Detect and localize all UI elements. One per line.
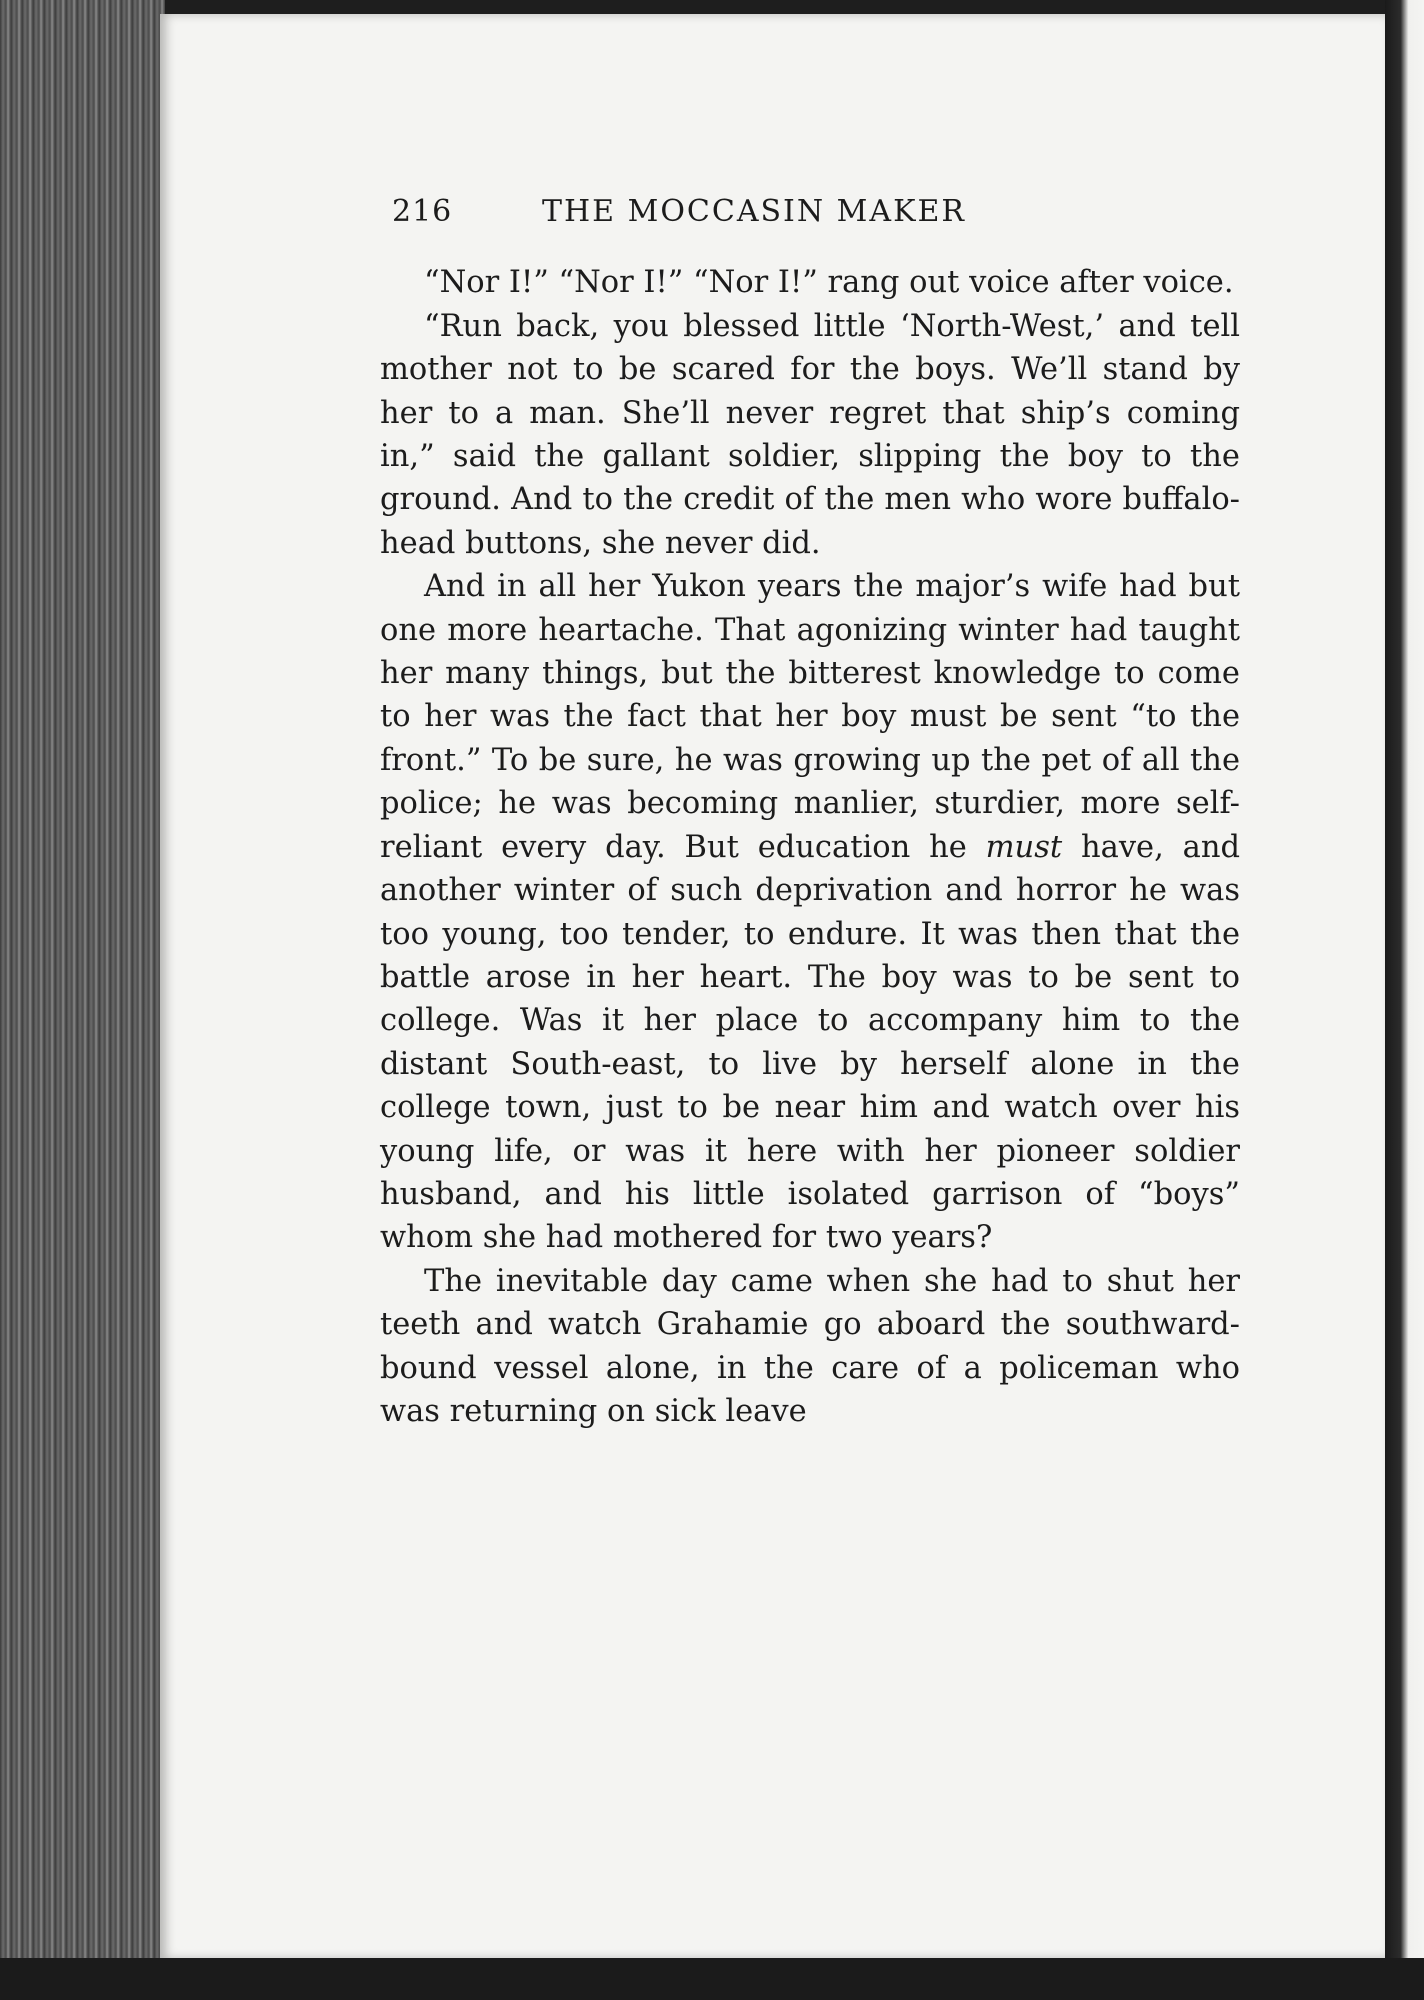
paragraph-3-part-2: have, and another winter of such deprivation and horror he was too young, too tender, to endure. It was then that the battle arose in her heart. The boy was to be sent to college. Was it her place to accompany him to the distant South-east, to live by herself alone in the college town, just to be near him and watch over his young life, or was it here with her pioneer soldier husband, and his little isolated garrison of “boys” whom she had mothered for two years?: [380, 829, 1241, 1256]
page-content: [380, 190, 1240, 1433]
book-gutter: [1385, 0, 1424, 2000]
paragraph-2: “Run back, you blessed little ‘North-West,’ and tell mother not to be scared for the boys. We’ll stand by her to a man. She’ll never regret that ship’s coming in,” said the gallant soldier, slipping the boy to the ground. And to the credit of the men who wore buffalo-head buttons, she never did.: [380, 308, 1240, 561]
running-title: THE MOCCASIN MAKER: [542, 194, 966, 229]
paragraph-1: “Nor I!” “Nor I!” “Nor I!” rang out voice after voice.: [424, 265, 1234, 301]
paragraph-4: The inevitable day came when she had to shut her teeth and watch Grahamie go aboard the southward-bound vessel alone, in the care of a policeman who was returning on sick leave: [380, 1263, 1240, 1429]
page-number: 216: [392, 194, 453, 229]
running-header: [392, 190, 1240, 233]
scan-border: [0, 1958, 1424, 2000]
emphasis-must: must: [985, 829, 1063, 865]
paragraph-3-part-1: And in all her Yukon years the major’s wife had but one more heartache. That agonizing winter had taught her many things, but the bitterest knowledge to come to her was the fact that her boy must be sent “to the front.” To be sure, he was growing up the pet of all the police; he was becoming manlier, sturdier, more self-reliant every day. But education he: [380, 569, 1240, 865]
book-page-edges: [0, 0, 165, 2000]
paragraph-3: [380, 565, 1240, 1260]
